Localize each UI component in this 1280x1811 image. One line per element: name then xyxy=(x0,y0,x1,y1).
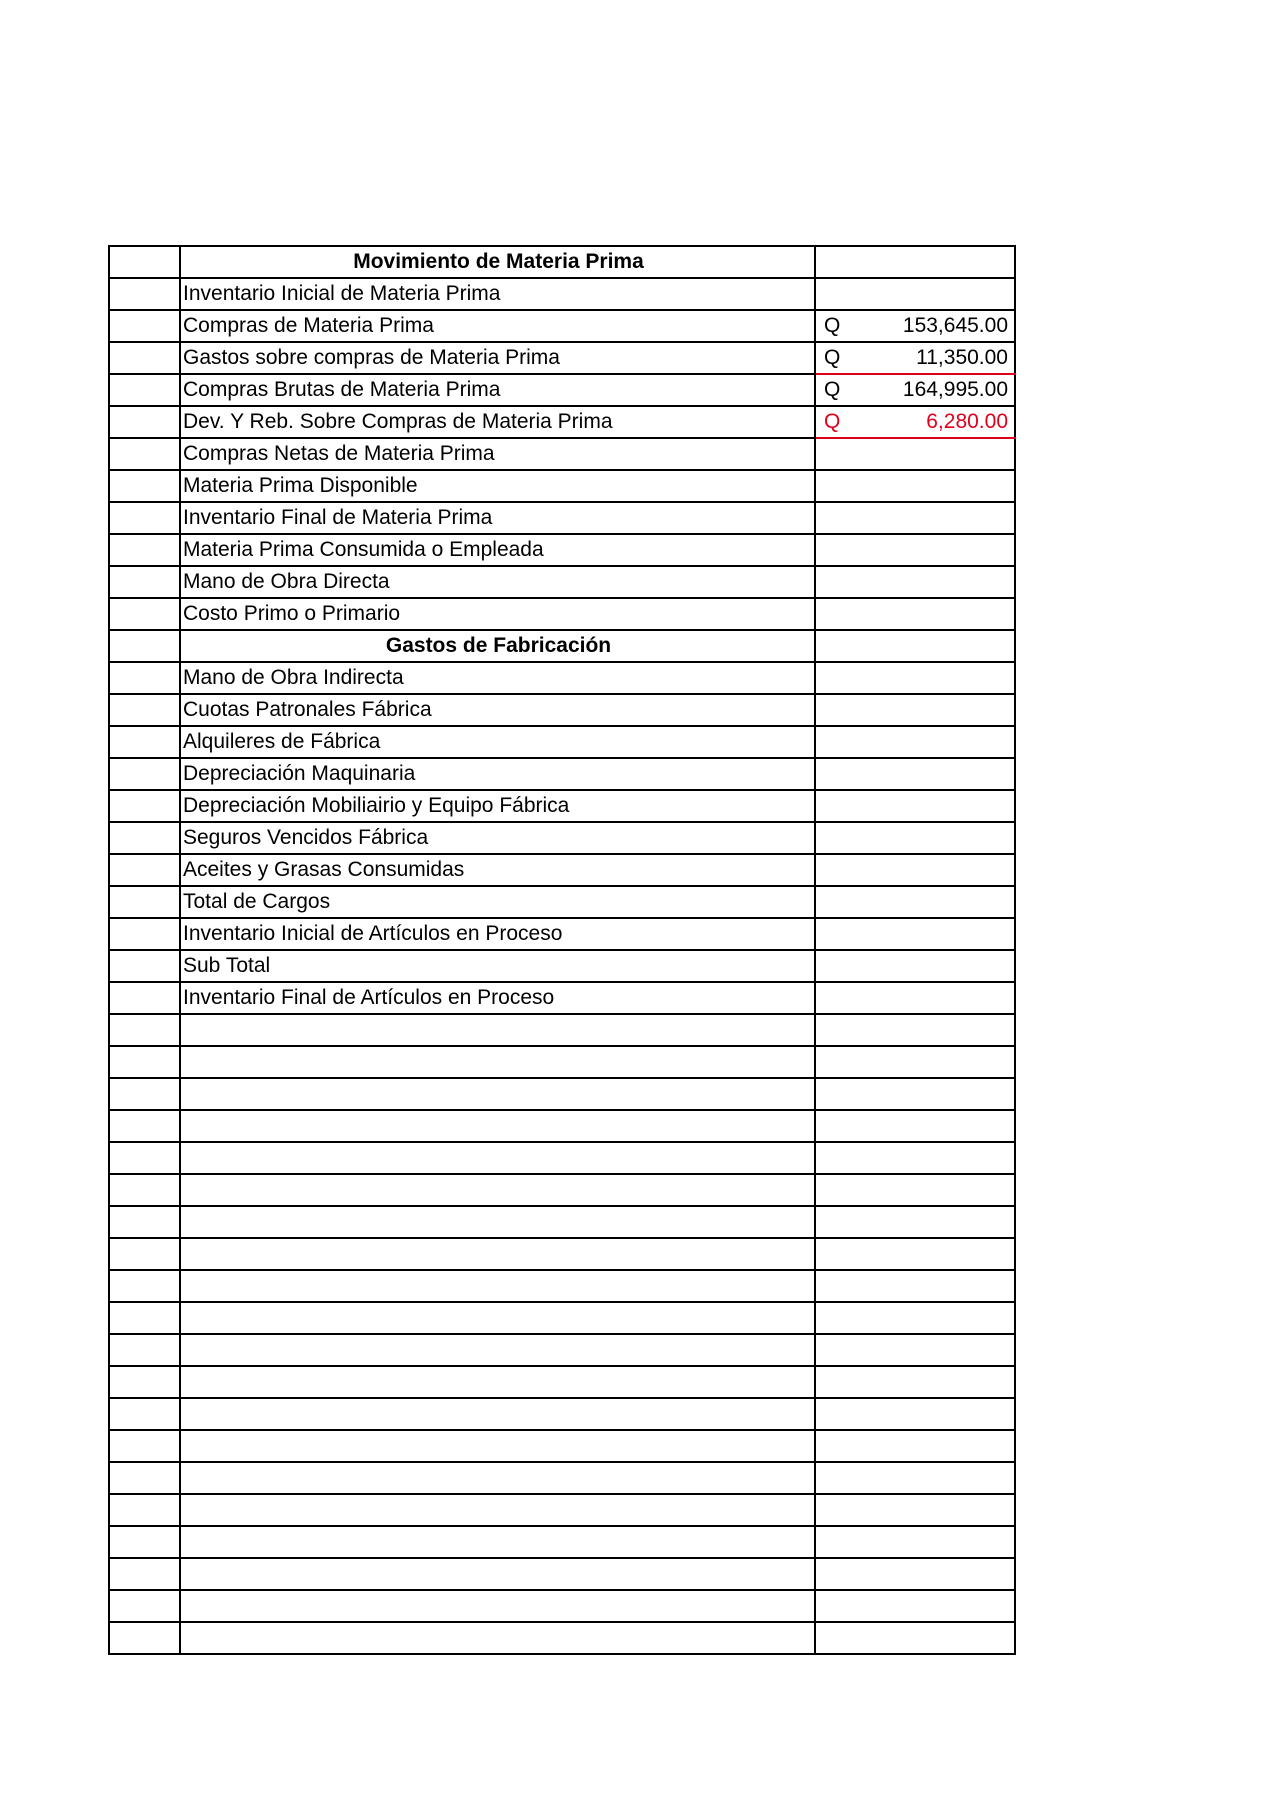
section-title: Gastos de Fabricación xyxy=(180,630,815,662)
currency-symbol xyxy=(815,1078,845,1110)
row-index-cell xyxy=(109,1398,180,1430)
table-row xyxy=(109,1526,1015,1558)
currency-symbol xyxy=(815,1142,845,1174)
row-index-cell xyxy=(109,1494,180,1526)
concept-label: Materia Prima Disponible xyxy=(180,470,815,502)
concept-label: Sub Total xyxy=(180,950,815,982)
table-row xyxy=(109,1302,1015,1334)
currency-symbol xyxy=(815,246,845,278)
table-row xyxy=(109,342,1015,374)
row-index-cell xyxy=(109,1014,180,1046)
concept-label: Compras de Materia Prima xyxy=(180,310,815,342)
concept-label xyxy=(180,1430,815,1462)
amount-value xyxy=(845,1078,1015,1110)
currency-symbol xyxy=(815,1014,845,1046)
table-row xyxy=(109,1590,1015,1622)
currency-symbol xyxy=(815,726,845,758)
currency-symbol xyxy=(815,1334,845,1366)
row-index-cell xyxy=(109,918,180,950)
amount-value xyxy=(845,1622,1015,1654)
row-index-cell xyxy=(109,1430,180,1462)
concept-label xyxy=(180,1590,815,1622)
row-index-cell xyxy=(109,1366,180,1398)
currency-symbol: Q xyxy=(815,310,845,342)
row-index-cell xyxy=(109,1558,180,1590)
currency-symbol xyxy=(815,438,845,470)
table-row xyxy=(109,950,1015,982)
concept-label: Cuotas Patronales Fábrica xyxy=(180,694,815,726)
row-index-cell xyxy=(109,246,180,278)
concept-label xyxy=(180,1110,815,1142)
table-row xyxy=(109,310,1015,342)
amount-value xyxy=(845,1398,1015,1430)
concept-label: Seguros Vencidos Fábrica xyxy=(180,822,815,854)
currency-symbol xyxy=(815,886,845,918)
concept-label xyxy=(180,1462,815,1494)
row-index-cell xyxy=(109,950,180,982)
amount-value xyxy=(845,1430,1015,1462)
currency-symbol: Q xyxy=(815,374,845,406)
amount-value: 164,995.00 xyxy=(845,374,1015,406)
cost-statement-body xyxy=(109,246,1015,1654)
currency-symbol xyxy=(815,1398,845,1430)
row-index-cell xyxy=(109,438,180,470)
concept-label xyxy=(180,1014,815,1046)
concept-label xyxy=(180,1302,815,1334)
row-index-cell xyxy=(109,982,180,1014)
amount-value xyxy=(845,758,1015,790)
amount-value xyxy=(845,982,1015,1014)
row-index-cell xyxy=(109,1078,180,1110)
amount-value xyxy=(845,470,1015,502)
row-index-cell xyxy=(109,1206,180,1238)
table-row xyxy=(109,886,1015,918)
currency-symbol xyxy=(815,1206,845,1238)
row-index-cell xyxy=(109,1174,180,1206)
row-index-cell xyxy=(109,534,180,566)
amount-value xyxy=(845,502,1015,534)
currency-symbol xyxy=(815,1430,845,1462)
currency-symbol xyxy=(815,598,845,630)
amount-value xyxy=(845,662,1015,694)
currency-symbol xyxy=(815,1238,845,1270)
amount-value xyxy=(845,694,1015,726)
table-row xyxy=(109,438,1015,470)
amount-value: 153,645.00 xyxy=(845,310,1015,342)
concept-label: Mano de Obra Directa xyxy=(180,566,815,598)
currency-symbol xyxy=(815,566,845,598)
currency-symbol xyxy=(815,918,845,950)
table-row xyxy=(109,694,1015,726)
table-row xyxy=(109,278,1015,310)
row-index-cell xyxy=(109,1270,180,1302)
row-index-cell xyxy=(109,790,180,822)
amount-value xyxy=(845,726,1015,758)
row-index-cell xyxy=(109,1238,180,1270)
amount-value xyxy=(845,1462,1015,1494)
table-row xyxy=(109,1398,1015,1430)
table-row xyxy=(109,758,1015,790)
concept-label xyxy=(180,1558,815,1590)
row-index-cell xyxy=(109,310,180,342)
currency-symbol xyxy=(815,662,845,694)
row-index-cell xyxy=(109,1526,180,1558)
amount-value xyxy=(845,1590,1015,1622)
amount-value xyxy=(845,534,1015,566)
row-index-cell xyxy=(109,1302,180,1334)
table-row xyxy=(109,1014,1015,1046)
table-row xyxy=(109,1270,1015,1302)
table-row xyxy=(109,1142,1015,1174)
currency-symbol xyxy=(815,1558,845,1590)
row-index-cell xyxy=(109,374,180,406)
concept-label: Alquileres de Fábrica xyxy=(180,726,815,758)
concept-label xyxy=(180,1494,815,1526)
amount-value xyxy=(845,1110,1015,1142)
row-index-cell xyxy=(109,406,180,438)
table-row xyxy=(109,982,1015,1014)
table-row xyxy=(109,566,1015,598)
amount-value xyxy=(845,1206,1015,1238)
amount-value xyxy=(845,1238,1015,1270)
concept-label: Mano de Obra Indirecta xyxy=(180,662,815,694)
table-row xyxy=(109,1366,1015,1398)
table-row xyxy=(109,1558,1015,1590)
row-index-cell xyxy=(109,1622,180,1654)
amount-value xyxy=(845,822,1015,854)
table-row xyxy=(109,854,1015,886)
row-index-cell xyxy=(109,1334,180,1366)
table-row xyxy=(109,822,1015,854)
currency-symbol xyxy=(815,1110,845,1142)
row-index-cell xyxy=(109,502,180,534)
concept-label xyxy=(180,1238,815,1270)
table-row xyxy=(109,406,1015,438)
currency-symbol xyxy=(815,470,845,502)
row-index-cell xyxy=(109,1462,180,1494)
currency-symbol xyxy=(815,534,845,566)
amount-value xyxy=(845,1558,1015,1590)
concept-label: Costo Primo o Primario xyxy=(180,598,815,630)
table-row xyxy=(109,1462,1015,1494)
table-row xyxy=(109,1238,1015,1270)
concept-label xyxy=(180,1046,815,1078)
concept-label: Compras Brutas de Materia Prima xyxy=(180,374,815,406)
row-index-cell xyxy=(109,694,180,726)
currency-symbol xyxy=(815,1270,845,1302)
table-row xyxy=(109,918,1015,950)
concept-label xyxy=(180,1526,815,1558)
currency-symbol xyxy=(815,1366,845,1398)
amount-value xyxy=(845,1526,1015,1558)
amount-value xyxy=(845,1366,1015,1398)
row-index-cell xyxy=(109,566,180,598)
concept-label: Aceites y Grasas Consumidas xyxy=(180,854,815,886)
concept-label xyxy=(180,1142,815,1174)
amount-value xyxy=(845,438,1015,470)
table-row xyxy=(109,1334,1015,1366)
cost-statement-table xyxy=(108,245,1016,1655)
currency-symbol xyxy=(815,790,845,822)
concept-label: Compras Netas de Materia Prima xyxy=(180,438,815,470)
concept-label: Depreciación Maquinaria xyxy=(180,758,815,790)
amount-value xyxy=(845,1302,1015,1334)
concept-label: Dev. Y Reb. Sobre Compras de Materia Prima xyxy=(180,406,815,438)
table-row xyxy=(109,1206,1015,1238)
concept-label xyxy=(180,1334,815,1366)
amount-value xyxy=(845,246,1015,278)
table-row xyxy=(109,662,1015,694)
table-row xyxy=(109,790,1015,822)
amount-value xyxy=(845,1014,1015,1046)
concept-label: Depreciación Mobiliairio y Equipo Fábrica xyxy=(180,790,815,822)
amount-value xyxy=(845,1174,1015,1206)
currency-symbol xyxy=(815,502,845,534)
row-index-cell xyxy=(109,662,180,694)
currency-symbol xyxy=(815,1494,845,1526)
row-index-cell xyxy=(109,1142,180,1174)
amount-value xyxy=(845,1334,1015,1366)
currency-symbol xyxy=(815,1590,845,1622)
row-index-cell xyxy=(109,854,180,886)
amount-value xyxy=(845,630,1015,662)
section-header-row xyxy=(109,630,1015,662)
currency-symbol: Q xyxy=(815,342,845,374)
row-index-cell xyxy=(109,278,180,310)
concept-label: Gastos sobre compras de Materia Prima xyxy=(180,342,815,374)
concept-label xyxy=(180,1174,815,1206)
amount-value xyxy=(845,886,1015,918)
amount-value: 6,280.00 xyxy=(845,406,1015,438)
currency-symbol xyxy=(815,278,845,310)
concept-label xyxy=(180,1206,815,1238)
row-index-cell xyxy=(109,1590,180,1622)
amount-value xyxy=(845,278,1015,310)
concept-label: Inventario Final de Materia Prima xyxy=(180,502,815,534)
row-index-cell xyxy=(109,470,180,502)
concept-label xyxy=(180,1270,815,1302)
amount-value: 11,350.00 xyxy=(845,342,1015,374)
table-row xyxy=(109,726,1015,758)
concept-label: Total de Cargos xyxy=(180,886,815,918)
concept-label: Inventario Inicial de Materia Prima xyxy=(180,278,815,310)
section-title: Movimiento de Materia Prima xyxy=(180,246,815,278)
concept-label: Materia Prima Consumida o Empleada xyxy=(180,534,815,566)
currency-symbol xyxy=(815,1046,845,1078)
row-index-cell xyxy=(109,822,180,854)
table-row xyxy=(109,1622,1015,1654)
concept-label xyxy=(180,1366,815,1398)
row-index-cell xyxy=(109,886,180,918)
amount-value xyxy=(845,598,1015,630)
amount-value xyxy=(845,918,1015,950)
amount-value xyxy=(845,566,1015,598)
table-row xyxy=(109,1110,1015,1142)
currency-symbol xyxy=(815,982,845,1014)
row-index-cell xyxy=(109,598,180,630)
table-row xyxy=(109,1046,1015,1078)
row-index-cell xyxy=(109,342,180,374)
currency-symbol xyxy=(815,950,845,982)
table-row xyxy=(109,1430,1015,1462)
concept-label: Inventario Final de Artículos en Proceso xyxy=(180,982,815,1014)
section-header-row xyxy=(109,246,1015,278)
currency-symbol xyxy=(815,1302,845,1334)
amount-value xyxy=(845,1142,1015,1174)
row-index-cell xyxy=(109,758,180,790)
table-row xyxy=(109,1174,1015,1206)
table-row xyxy=(109,1078,1015,1110)
row-index-cell xyxy=(109,726,180,758)
row-index-cell xyxy=(109,630,180,662)
currency-symbol xyxy=(815,694,845,726)
currency-symbol xyxy=(815,1462,845,1494)
concept-label xyxy=(180,1078,815,1110)
currency-symbol xyxy=(815,1622,845,1654)
currency-symbol: Q xyxy=(815,406,845,438)
table-row xyxy=(109,534,1015,566)
currency-symbol xyxy=(815,822,845,854)
row-index-cell xyxy=(109,1046,180,1078)
currency-symbol xyxy=(815,630,845,662)
amount-value xyxy=(845,950,1015,982)
concept-label: Inventario Inicial de Artículos en Proceso xyxy=(180,918,815,950)
currency-symbol xyxy=(815,1174,845,1206)
table-row xyxy=(109,598,1015,630)
concept-label xyxy=(180,1622,815,1654)
amount-value xyxy=(845,1270,1015,1302)
table-row xyxy=(109,470,1015,502)
amount-value xyxy=(845,790,1015,822)
table-row xyxy=(109,1494,1015,1526)
currency-symbol xyxy=(815,1526,845,1558)
table-row xyxy=(109,502,1015,534)
currency-symbol xyxy=(815,758,845,790)
concept-label xyxy=(180,1398,815,1430)
amount-value xyxy=(845,1046,1015,1078)
amount-value xyxy=(845,1494,1015,1526)
amount-value xyxy=(845,854,1015,886)
currency-symbol xyxy=(815,854,845,886)
table-row xyxy=(109,374,1015,406)
row-index-cell xyxy=(109,1110,180,1142)
